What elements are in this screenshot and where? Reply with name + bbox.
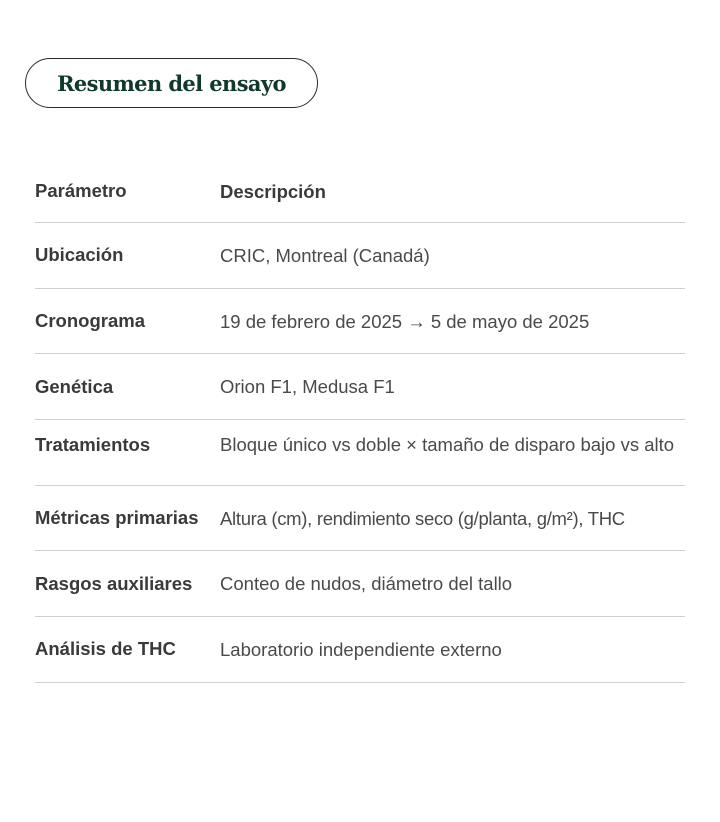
row-desc: Altura (cm), rendimiento seco (g/planta, g/m²), THC	[220, 507, 625, 529]
section-title: Resumen del ensayo	[57, 70, 286, 96]
section-title-pill	[25, 58, 318, 108]
row-desc: Bloque único vs doble × tamaño de disparo bajo vs alto	[220, 434, 675, 456]
row-param: Análisis de THC	[35, 638, 176, 660]
row-desc: Orion F1, Medusa F1	[220, 376, 395, 398]
row-param: Rasgos auxiliares	[35, 572, 193, 594]
row-param: Ubicación	[35, 244, 124, 266]
row-desc: 19 de febrero de 2025 → 5 de mayo de 2025	[220, 310, 590, 332]
row-param: Genética	[35, 375, 114, 397]
row-desc: CRIC, Montreal (Canadá)	[220, 244, 430, 266]
table-row	[35, 617, 685, 683]
header-desc: Descripción	[220, 180, 326, 202]
header-param: Parámetro	[35, 180, 127, 201]
table-row	[35, 420, 685, 486]
table-row	[35, 486, 685, 552]
table-row	[35, 289, 685, 355]
row-desc: Laboratorio independiente externo	[220, 638, 502, 660]
trial-summary-table	[35, 160, 685, 683]
table-row	[35, 551, 685, 617]
row-desc: Conteo de nudos, diámetro del tallo	[220, 573, 513, 595]
row-param: Tratamientos	[35, 434, 151, 456]
table-row	[35, 223, 685, 289]
row-param: Métricas primarias	[35, 507, 199, 529]
table-header	[35, 160, 685, 223]
table-row	[35, 354, 685, 420]
row-param: Cronograma	[35, 310, 145, 332]
